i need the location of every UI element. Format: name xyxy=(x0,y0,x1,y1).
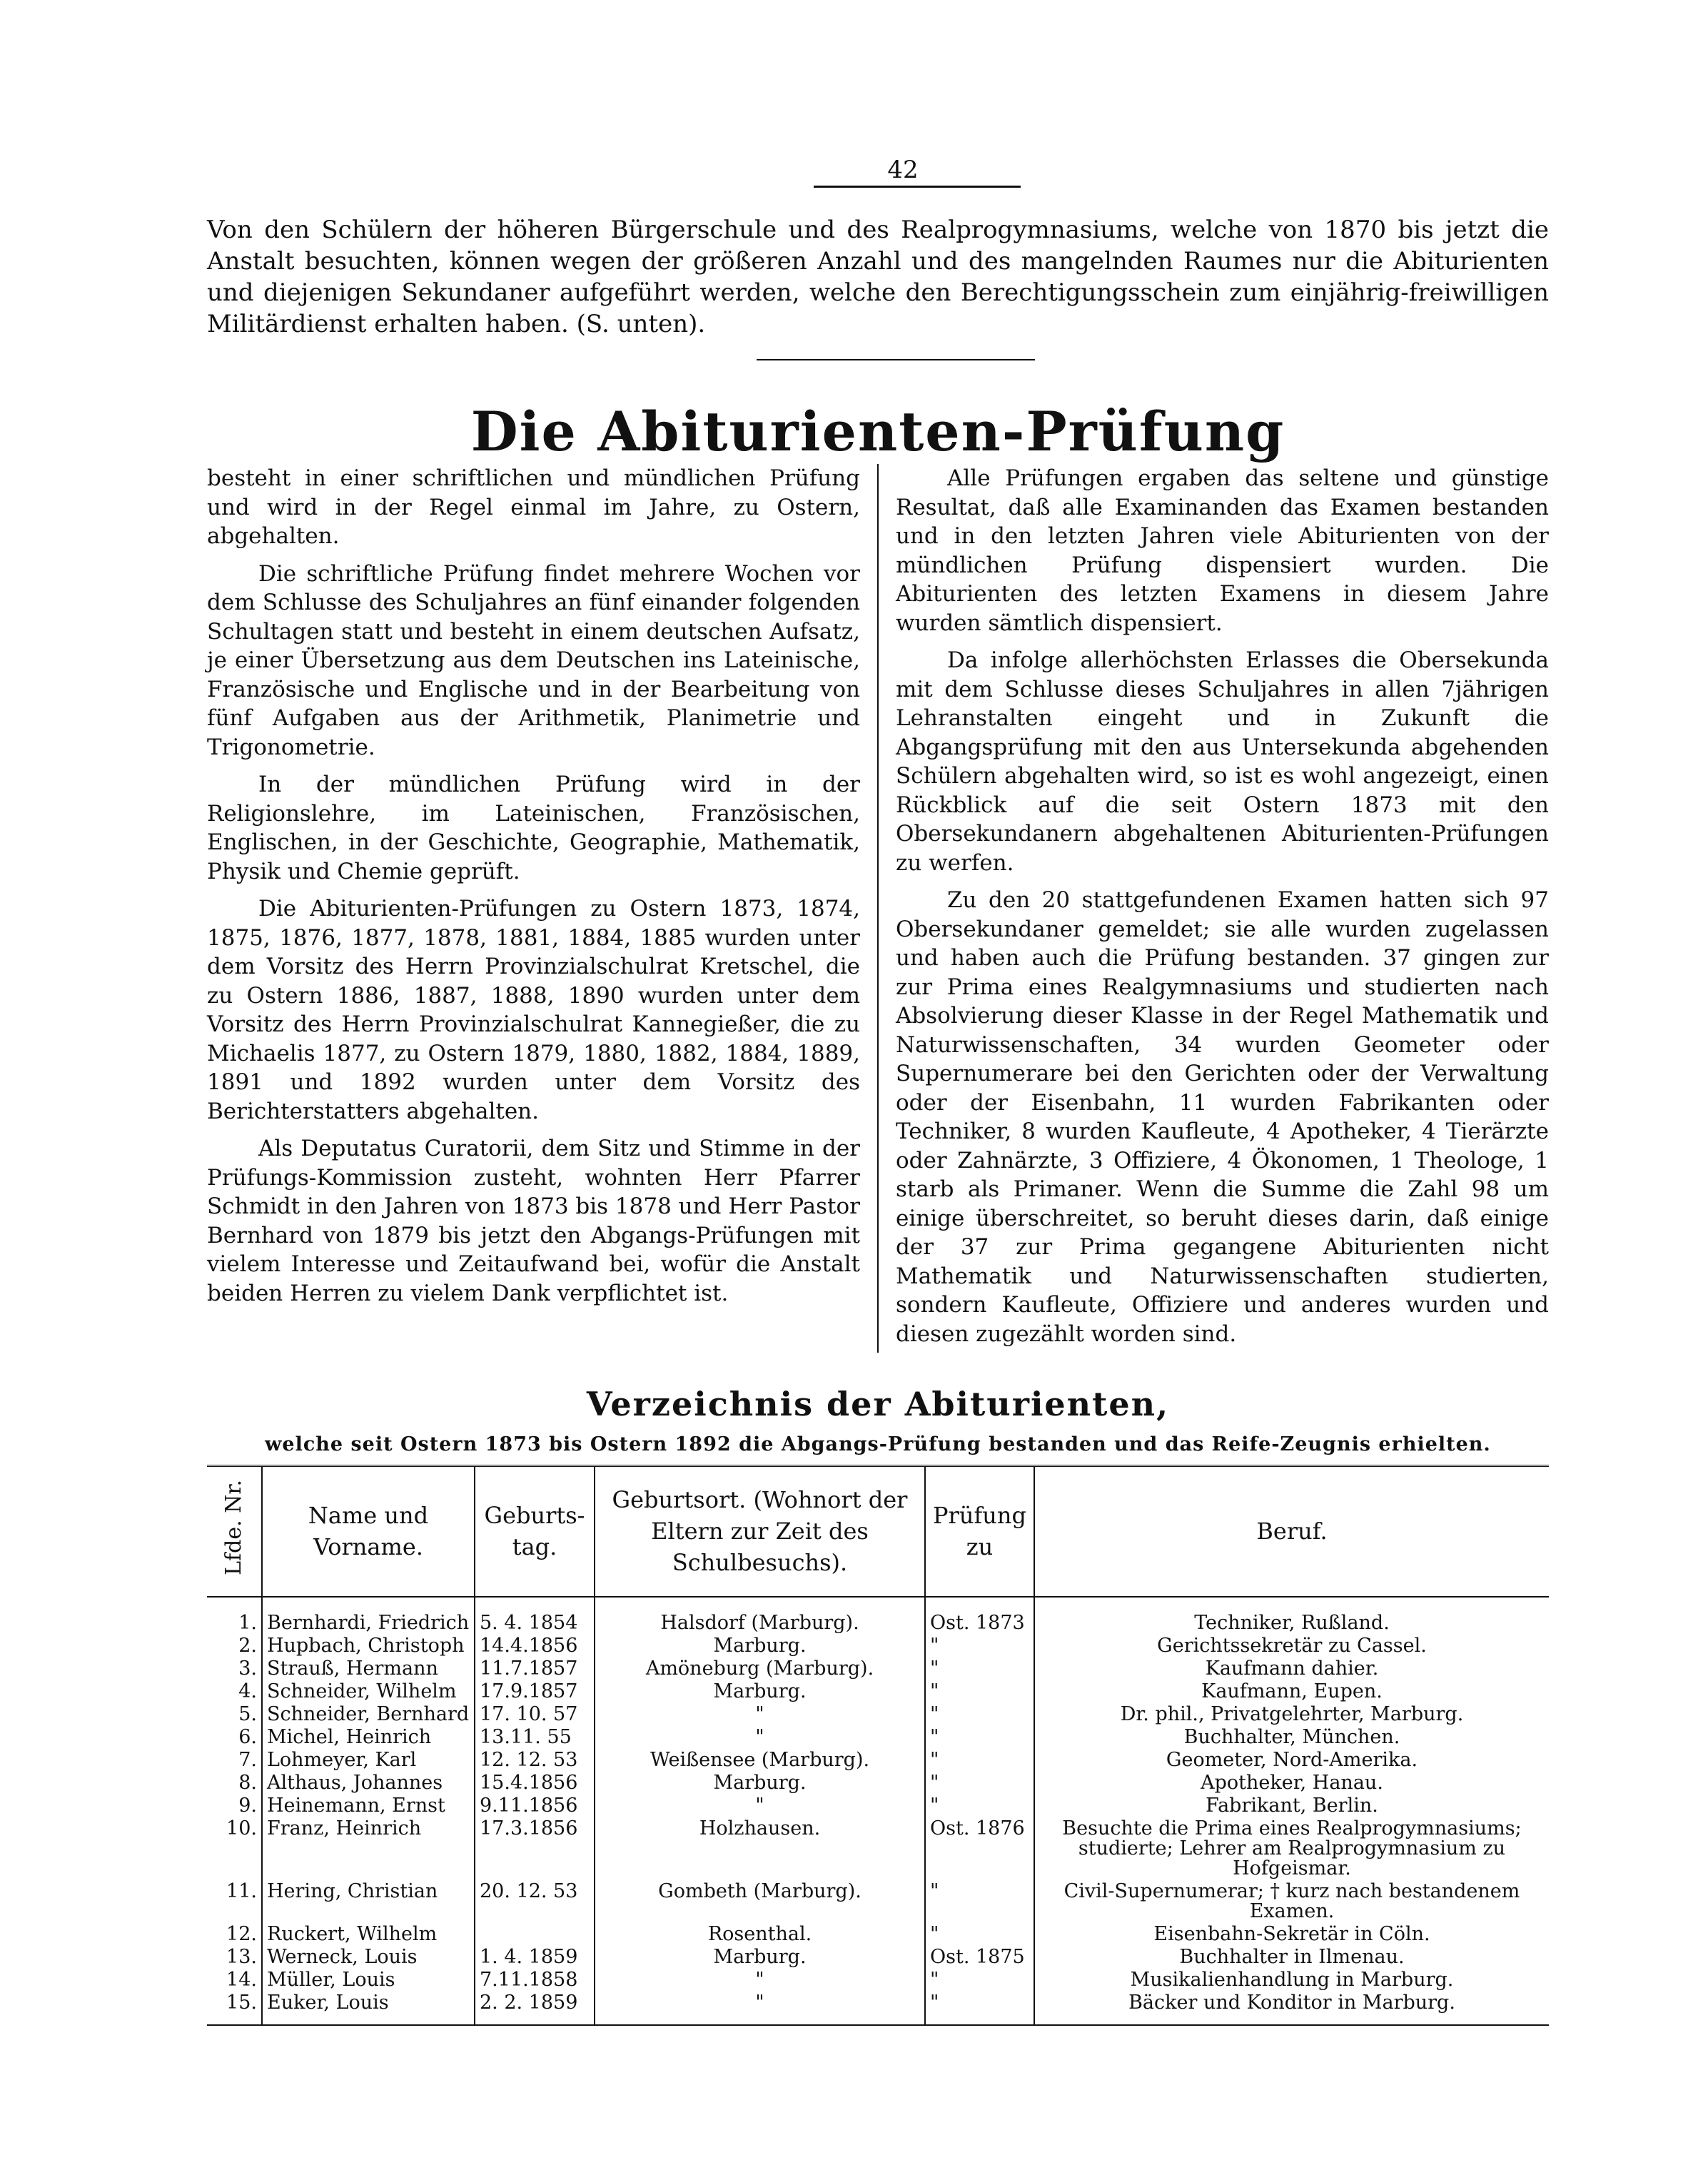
row-profession: Buchhalter, München. xyxy=(1034,1726,1549,1749)
row-name: Ruckert, Wilhelm xyxy=(262,1923,475,1946)
row-exam: Ost. 1876 xyxy=(925,1817,1034,1880)
header-nr xyxy=(207,1467,262,1597)
row-exam: " xyxy=(925,1772,1034,1795)
row-name: Strauß, Hermann xyxy=(262,1657,475,1680)
list-title: Verzeichnis der Abiturienten, xyxy=(586,1385,1170,1423)
table-row xyxy=(207,1597,1549,1635)
graduates-table-wrapper xyxy=(207,1465,1549,2026)
row-exam: " xyxy=(925,1992,1034,2024)
header-birthdate: Geburts-tag. xyxy=(475,1467,595,1597)
row-number: 11. xyxy=(226,1879,257,1902)
row-name: Schneider, Wilhelm xyxy=(262,1680,475,1703)
row-name: Althaus, Johannes xyxy=(262,1772,475,1795)
row-birthdate: 13.11. 55 xyxy=(475,1726,595,1749)
row-birthplace: Rosenthal. xyxy=(595,1923,925,1946)
table-row xyxy=(207,1749,1549,1772)
table-row xyxy=(207,1680,1549,1703)
section-title: Die Abiturienten-Prüfung xyxy=(470,400,1285,463)
row-birthdate: 20. 12. 53 xyxy=(475,1880,595,1923)
table-row xyxy=(207,1657,1549,1680)
row-profession: Besuchte die Prima eines Realprogymnasiums; studierte; Lehrer am Realprogymnasium zu Hofgeismar. xyxy=(1034,1817,1549,1880)
row-birthplace: " xyxy=(595,1703,925,1726)
row-birthdate: 14.4.1856 xyxy=(475,1635,595,1657)
table-row xyxy=(207,1795,1549,1817)
row-exam: " xyxy=(925,1657,1034,1680)
row-name: Hupbach, Christoph xyxy=(262,1635,475,1657)
row-birthdate: 12. 12. 53 xyxy=(475,1749,595,1772)
header-exam: Prüfung zu xyxy=(925,1467,1034,1597)
left-paragraph: Die schriftliche Prüfung findet mehrere Wochen vor dem Schlusse des Schuljahres an fünf einander folgenden Schultagen statt und besteht in einem deutschen Aufsatz, je einer Übersetzung aus dem Deutschen ins Lateinische, Französische und Englische und in der Bearbeitung von fünf Aufgaben aus der Arithmetik, Planimetrie und Trigonometrie. xyxy=(207,560,860,760)
list-subtitle: welche seit Ostern 1873 bis Ostern 1892 die Abgangs-Prüfung bestanden und das Reife-Zeugnis erhielten. xyxy=(265,1433,1491,1455)
row-name: Michel, Heinrich xyxy=(262,1726,475,1749)
header-birthplace: Geburtsort. (Wohnort der Eltern zur Zeit des Schulbesuchs). xyxy=(595,1467,925,1597)
row-birthdate: 15.4.1856 xyxy=(475,1772,595,1795)
header-name: Name und Vorname. xyxy=(262,1467,475,1597)
row-number: 7. xyxy=(238,1748,257,1771)
row-name: Heinemann, Ernst xyxy=(262,1795,475,1817)
table-header-row xyxy=(207,1467,1549,1597)
row-number: 10. xyxy=(226,1817,257,1839)
row-exam: " xyxy=(925,1680,1034,1703)
right-paragraph: Da infolge allerhöchsten Erlasses die Obersekunda mit dem Schlusse dieses Schuljahres in allen 7jährigen Lehranstalten eingeht und in Zukunft die Abgangsprüfung mit den aus Untersekunda abgehenden Schülern abgehalten wird, so ist es wohl angezeigt, einen Rückblick auf die seit Ostern 1873 mit den Obersekundanern abgehaltenen Abiturienten-Prüfungen zu werfen. xyxy=(896,647,1549,876)
row-name: Franz, Heinrich xyxy=(262,1817,475,1880)
row-exam: " xyxy=(925,1703,1034,1726)
row-exam: Ost. 1873 xyxy=(925,1597,1034,1635)
table-row xyxy=(207,1880,1549,1923)
row-birthplace: " xyxy=(595,1992,925,2024)
right-paragraph: Zu den 20 stattgefundenen Examen hatten sich 97 Obersekundaner gemeldet; sie alle wurden zugelassen und haben auch die Prüfung bestanden. 37 gingen zur zur Prima eines Realgymnasiums und studierten nach Absolvierung dieser Klasse in der Regel Mathematik und Naturwissenschaften, 34 wurden Geometer oder Supernumerare bei den Gerichten oder der Verwaltung oder der Eisenbahn, 11 wurden Fabrikanten oder Techniker, 8 wurden Kaufleute, 4 Apotheker, 4 Tierärzte oder Zahnärzte, 3 Offiziere, 4 Ökonomen, 1 Theologe, 1 starb als Primaner. Wenn die Summe die Zahl 98 um einige überschreitet, so beruht dieses darin, daß einige der 37 zur Prima gegangene Abiturienten nicht Mathematik und Naturwissenschaften studierten, sondern Kaufleute, Offiziere und anderes wurden und diesen zugezählt worden sind. xyxy=(896,887,1549,1347)
row-birthplace: Weißensee (Marburg). xyxy=(595,1749,925,1772)
graduates-table xyxy=(207,1467,1549,2024)
row-birthdate: 9.11.1856 xyxy=(475,1795,595,1817)
title-divider xyxy=(757,359,1035,360)
left-paragraph: Die Abiturienten-Prüfungen zu Ostern 1873, 1874, 1875, 1876, 1877, 1878, 1881, 1884, 1885 wurden unter dem Vorsitz des Herrn Provinzialschulrat Kretschel, die zu Ostern 1886, 1887, 1888, 1890 wurden unter dem Vorsitz des Herrn Provinzialschulrat Kannegießer, die zu Michaelis 1877, zu Ostern 1879, 1880, 1882, 1884, 1889, 1891 und 1892 wurden unter dem Vorsitz des Berichterstatters abgehalten. xyxy=(207,896,860,1124)
row-number: 1. xyxy=(238,1611,257,1634)
right-column xyxy=(877,464,1549,1353)
row-birthplace: " xyxy=(595,1726,925,1749)
right-paragraph: Alle Prüfungen ergaben das seltene und günstige Resultat, daß alle Examinanden das Examen bestanden und in den letzten Jahren viele Abiturienten von der mündlichen Prüfung dispensiert wurden. Die Abiturienten des letzten Examens in diesem Jahre wurden sämtlich dispensiert. xyxy=(896,465,1549,636)
row-number: 9. xyxy=(238,1794,257,1817)
row-birthplace: Marburg. xyxy=(595,1635,925,1657)
row-profession: Techniker, Rußland. xyxy=(1034,1597,1549,1635)
row-number: 13. xyxy=(226,1945,257,1968)
row-number: 12. xyxy=(226,1922,257,1945)
left-column xyxy=(207,464,877,1353)
row-exam: " xyxy=(925,1749,1034,1772)
row-birthdate xyxy=(475,1923,595,1946)
row-exam: Ost. 1875 xyxy=(925,1946,1034,1969)
row-name: Müller, Louis xyxy=(262,1969,475,1992)
header-nr-label: Lfde. Nr. xyxy=(221,1480,246,1575)
table-bottom-rule xyxy=(207,2024,1549,2026)
row-profession: Buchhalter in Ilmenau. xyxy=(1034,1946,1549,1969)
row-profession: Dr. phil., Privatgelehrter, Marburg. xyxy=(1034,1703,1549,1726)
row-name: Werneck, Louis xyxy=(262,1946,475,1969)
intro-paragraph: Von den Schülern der höheren Bürgerschule und des Realprogymnasiums, welche von 1870 bis jetzt die Anstalt besuchten, können wegen der größeren Anzahl und des mangelnden Raumes nur die Abiturienten und diejenigen Sekundaner aufgeführt werden, welche den Berechtigungsschein zum einjährig-freiwilligen Militärdienst erhalten haben. (S. unten). xyxy=(207,216,1549,338)
row-profession: Kaufmann dahier. xyxy=(1034,1657,1549,1680)
row-number: 2. xyxy=(238,1634,257,1657)
row-number: 14. xyxy=(226,1968,257,1991)
row-number: 8. xyxy=(238,1771,257,1794)
row-birthdate: 1. 4. 1859 xyxy=(475,1946,595,1969)
row-birthdate: 17. 10. 57 xyxy=(475,1703,595,1726)
table-row xyxy=(207,1772,1549,1795)
table-body xyxy=(207,1597,1549,2024)
row-profession: Gerichtssekretär zu Cassel. xyxy=(1034,1635,1549,1657)
row-profession: Eisenbahn-Sekretär in Cöln. xyxy=(1034,1923,1549,1946)
row-number: 6. xyxy=(238,1725,257,1748)
table-row xyxy=(207,1923,1549,1946)
row-birthplace: Marburg. xyxy=(595,1680,925,1703)
page-number: 42 xyxy=(887,156,919,184)
row-birthplace: Halsdorf (Marburg). xyxy=(595,1597,925,1635)
two-column-text xyxy=(207,464,1549,1353)
row-name: Bernhardi, Friedrich xyxy=(262,1597,475,1635)
table-row xyxy=(207,1969,1549,1992)
row-birthdate: 2. 2. 1859 xyxy=(475,1992,595,2024)
left-paragraph: besteht in einer schriftlichen und mündlichen Prüfung und wird in der Regel einmal im Jahre, zu Ostern, abgehalten. xyxy=(207,465,860,549)
table-row xyxy=(207,1726,1549,1749)
row-number: 3. xyxy=(238,1657,257,1680)
table-row xyxy=(207,1817,1549,1880)
row-birthplace: Amöneburg (Marburg). xyxy=(595,1657,925,1680)
row-exam: " xyxy=(925,1795,1034,1817)
row-profession: Geometer, Nord-Amerika. xyxy=(1034,1749,1549,1772)
row-exam: " xyxy=(925,1923,1034,1946)
row-name: Euker, Louis xyxy=(262,1992,475,2024)
table-row xyxy=(207,1635,1549,1657)
row-number: 4. xyxy=(238,1680,257,1702)
row-birthplace: " xyxy=(595,1795,925,1817)
row-birthdate: 5. 4. 1854 xyxy=(475,1597,595,1635)
row-exam: " xyxy=(925,1969,1034,1992)
row-number: 15. xyxy=(226,1991,257,2014)
row-exam: " xyxy=(925,1635,1034,1657)
row-name: Hering, Christian xyxy=(262,1880,475,1923)
table-row xyxy=(207,1703,1549,1726)
row-birthplace: Marburg. xyxy=(595,1946,925,1969)
header-profession: Beruf. xyxy=(1034,1467,1549,1597)
row-birthdate: 11.7.1857 xyxy=(475,1657,595,1680)
row-profession: Bäcker und Konditor in Marburg. xyxy=(1034,1992,1549,2024)
left-paragraph: Als Deputatus Curatorii, dem Sitz und Stimme in der Prüfungs-Kommission zusteht, wohnten Herr Pfarrer Schmidt in den Jahren von 1873 bis 1878 und Herr Pastor Bernhard von 1879 bis jetzt den Abgangs-Prüfungen mit vielem Interesse und Zeitaufwand bei, wofür die Anstalt beiden Herren zu vielem Dank verpflichtet ist. xyxy=(207,1136,860,1306)
row-profession: Kaufmann, Eupen. xyxy=(1034,1680,1549,1703)
row-birthdate: 17.9.1857 xyxy=(475,1680,595,1703)
row-profession: Apotheker, Hanau. xyxy=(1034,1772,1549,1795)
row-birthdate: 7.11.1858 xyxy=(475,1969,595,1992)
row-birthdate: 17.3.1856 xyxy=(475,1817,595,1880)
row-exam: " xyxy=(925,1726,1034,1749)
left-paragraph: In der mündlichen Prüfung wird in der Religionslehre, im Lateinischen, Französischen, Englischen, in der Geschichte, Geographie, Mathematik, Physik und Chemie geprüft. xyxy=(207,772,860,884)
row-birthplace: Marburg. xyxy=(595,1772,925,1795)
row-exam: " xyxy=(925,1880,1034,1923)
table-row xyxy=(207,1946,1549,1969)
header-divider xyxy=(814,186,1021,188)
row-number: 5. xyxy=(238,1702,257,1725)
row-name: Lohmeyer, Karl xyxy=(262,1749,475,1772)
table-row xyxy=(207,1992,1549,2024)
row-birthplace: Holzhausen. xyxy=(595,1817,925,1880)
row-profession: Civil-Supernumerar; † kurz nach bestandenem Examen. xyxy=(1034,1880,1549,1923)
row-profession: Musikalienhandlung in Marburg. xyxy=(1034,1969,1549,1992)
row-profession: Fabrikant, Berlin. xyxy=(1034,1795,1549,1817)
row-name: Schneider, Bernhard xyxy=(262,1703,475,1726)
row-birthplace: Gombeth (Marburg). xyxy=(595,1880,925,1923)
row-birthplace: " xyxy=(595,1969,925,1992)
